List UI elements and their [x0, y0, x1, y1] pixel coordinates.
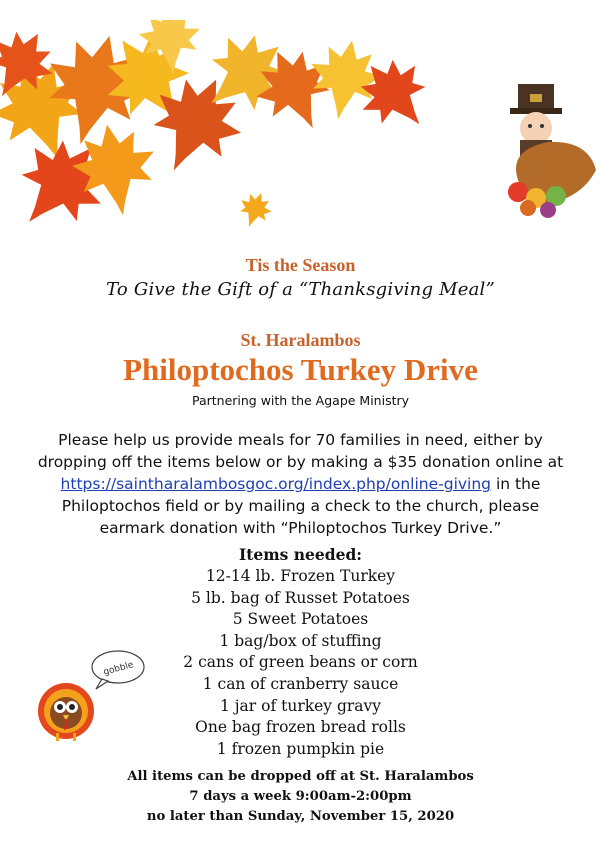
subtitle: To Give the Gift of a “Thanksgiving Meal” [106, 279, 495, 300]
cartoon-turkey-icon [36, 645, 156, 745]
list-item: 5 lb. bag of Russet Potatoes [191, 588, 410, 607]
appeal-line: dropping off the items below or by making a $35 donation online at [37, 453, 564, 471]
list-item: 1 frozen pumpkin pie [216, 739, 385, 758]
appeal-line: Please help us provide meals for 70 families in need, either by [58, 431, 543, 449]
donation-link[interactable]: https://saintharalambosgoc.org/index.php/online-giving [60, 475, 492, 493]
dropoff-deadline: no later than Sunday, November 15, 2020 [146, 809, 455, 824]
appeal-line: Philoptochos field or by mailing a check to the church, please [61, 497, 540, 515]
organization-name: St. Haralambos [240, 330, 361, 350]
list-item: One bag frozen bread rolls [195, 718, 406, 737]
partner-line: Partnering with the Agape Ministry [191, 393, 410, 408]
dropoff-location: All items can be dropped off at St. Haralambos [127, 769, 474, 784]
list-item: 1 jar of turkey gravy [219, 696, 382, 715]
drive-title: Philoptochos Turkey Drive [123, 352, 478, 387]
list-item: 12-14 lb. Frozen Turkey [205, 567, 396, 585]
items-heading: Items needed: [238, 545, 363, 564]
appeal-line-tail: in the [491, 475, 541, 493]
season-heading: Tis the Season [245, 255, 356, 275]
dropoff-info [0, 767, 601, 827]
list-item: 5 Sweet Potatoes [232, 610, 369, 629]
list-item: 2 cans of green beans or corn [183, 653, 418, 672]
speech-bubble-text: gobble [102, 660, 135, 678]
autumn-leaves-icon [0, 20, 440, 250]
appeal-line [30, 473, 571, 495]
dropoff-hours: 7 days a week 9:00am-2:00pm [189, 789, 412, 804]
appeal-line: earmark donation with “Philoptochos Turkey Drive.” [99, 519, 502, 537]
appeal-paragraph [30, 429, 571, 539]
pilgrim-cornucopia-icon [488, 70, 598, 225]
list-item: 1 can of cranberry sauce [202, 674, 399, 693]
list-item: 1 bag/box of stuffing [219, 631, 382, 650]
